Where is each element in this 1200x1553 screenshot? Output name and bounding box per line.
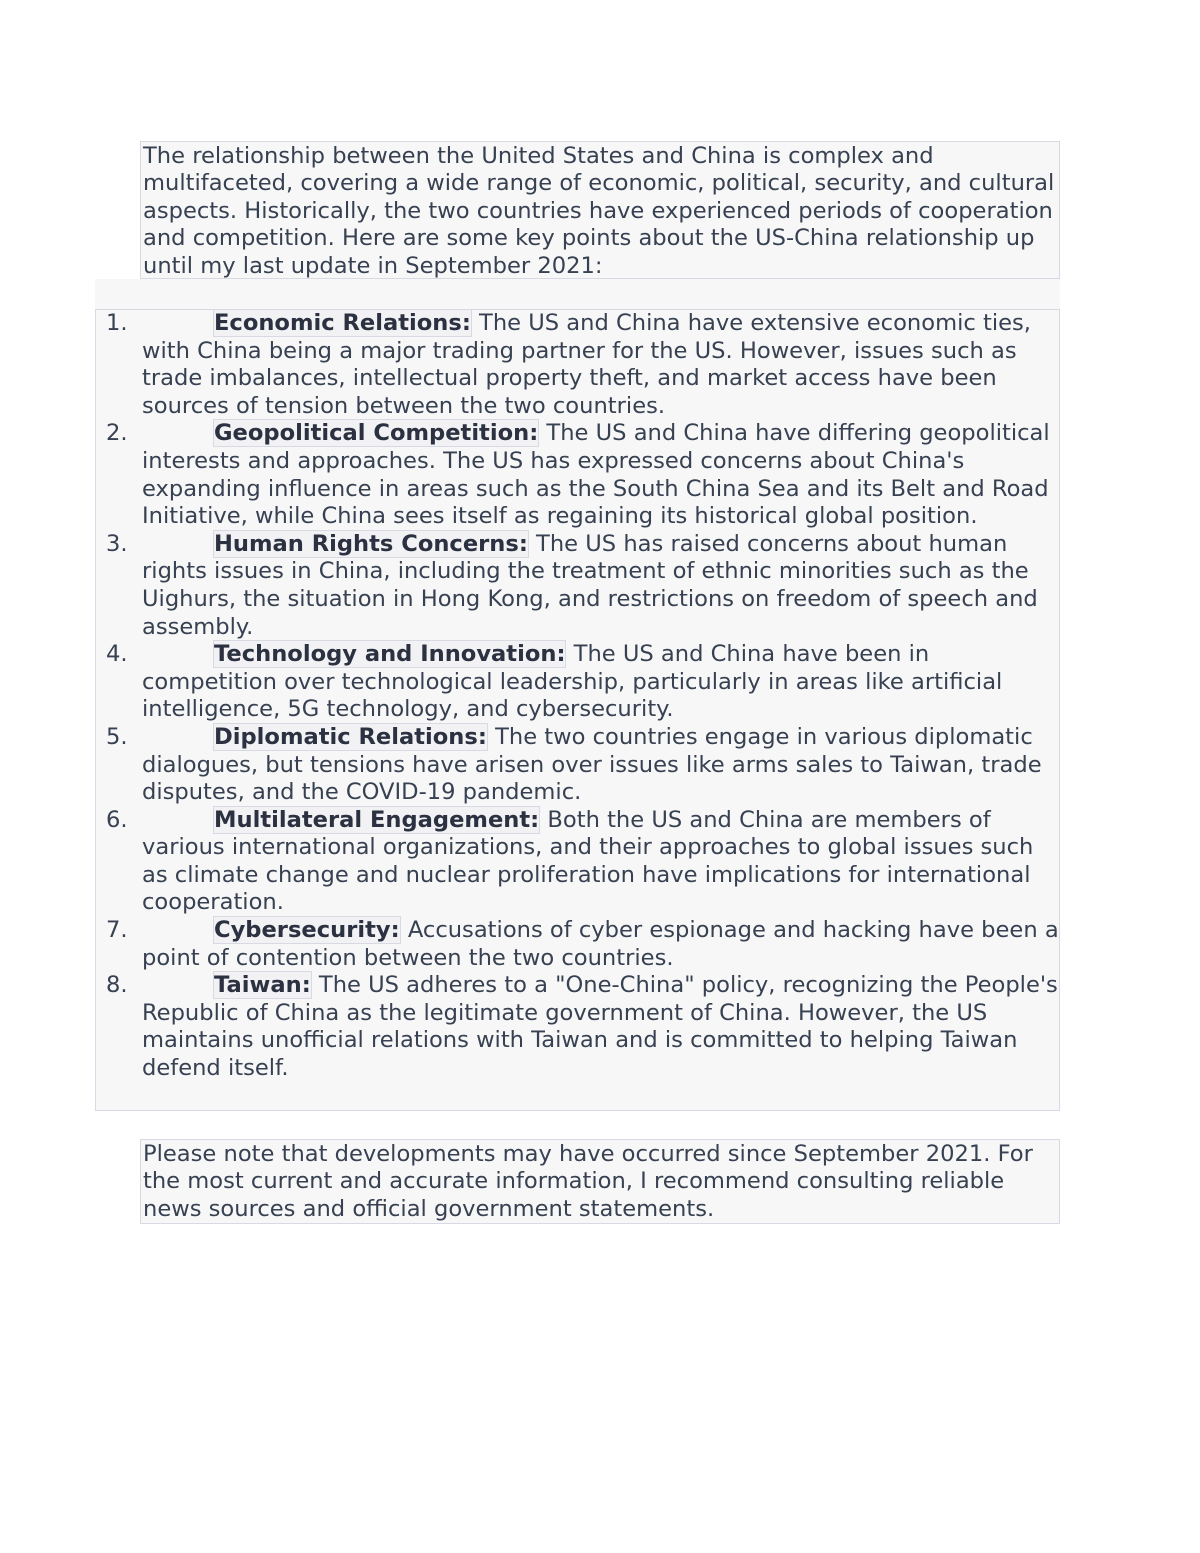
item-number: 5. [106,723,128,750]
list-item [96,310,1059,420]
intro-text: The relationship between the United States and China is complex and multifaceted, covering a wide range of economic, political, security, and cultural aspects. Historically, the two countries have experienced periods of cooperation and competition. Here are some key points about the US-China relationship up until my last update in September 2021: [143,143,1055,279]
item-term: Technology and Innovation: [214,641,566,668]
item-term: Geopolitical Competition: [214,420,539,447]
list-item [96,972,1059,1082]
item-text: The US and China have differing geopolitical interests and approaches. The US has expressed concerns about China's expanding influence in areas such as the South China Sea and its Belt and Road Initiative, while China sees itself as regaining its historical global position. [142,420,1050,530]
list-top-spacer [95,279,1060,309]
item-term: Human Rights Concerns: [214,530,528,557]
item-number: 6. [106,806,128,833]
item-text: Both the US and China are members of various international organizations, and their approaches to global issues such as climate change and nuclear proliferation have implications for international cooperation. [142,806,1034,916]
item-term: Economic Relations: [214,310,471,336]
list-item [96,917,1059,972]
item-number: 1. [106,310,128,336]
item-term: Multilateral Engagement: [214,806,540,833]
key-points-block [95,309,1060,1111]
item-text: The US and China have extensive economic ties, with China being a major trading partner for the US. However, issues such as trade imbalances, intellectual property theft, and market access have been sources of tension between the two countries. [142,310,1031,419]
item-text: The US has raised concerns about human rights issues in China, including the treatment of ethnic minorities such as the Uighurs, the situation in Hong Kong, and restrictions on freedom of speech and assembly. [142,530,1038,640]
list-item [96,420,1059,530]
item-term: Taiwan: [214,972,311,999]
closing-note-text: Please note that developments may have occurred since September 2021. For the most current and accurate information, I recommend consulting reliable news sources and official government statements. [143,1141,1033,1222]
list-item [96,641,1059,724]
closing-note [140,1139,1060,1224]
item-number: 4. [106,641,128,668]
item-number: 3. [106,530,128,557]
item-text: The two countries engage in various diplomatic dialogues, but tensions have arisen over issues like arms sales to Taiwan, trade disputes, and the COVID-19 pandemic. [142,723,1042,806]
item-text: The US and China have been in competition over technological leadership, particularly in areas like artificial intelligence, 5G technology, and cybersecurity. [142,641,1003,723]
list-item [96,724,1059,807]
intro-paragraph [140,141,1060,279]
item-text: The US adheres to a "One-China" policy, recognizing the People's Republic of China as the legitimate government of China. However, the US maintains unofficial relations with Taiwan and is committed to helping Taiwan defend itself. [142,972,1058,1082]
item-number: 7. [106,917,128,944]
key-points-list [96,310,1059,1083]
list-item [96,807,1059,917]
list-item [96,531,1059,641]
item-number: 2. [106,420,128,447]
item-term: Diplomatic Relations: [214,723,487,750]
item-term: Cybersecurity: [214,917,400,944]
item-number: 8. [106,972,128,999]
item-text: Accusations of cyber espionage and hacking have been a point of contention between the two countries. [142,917,1059,971]
